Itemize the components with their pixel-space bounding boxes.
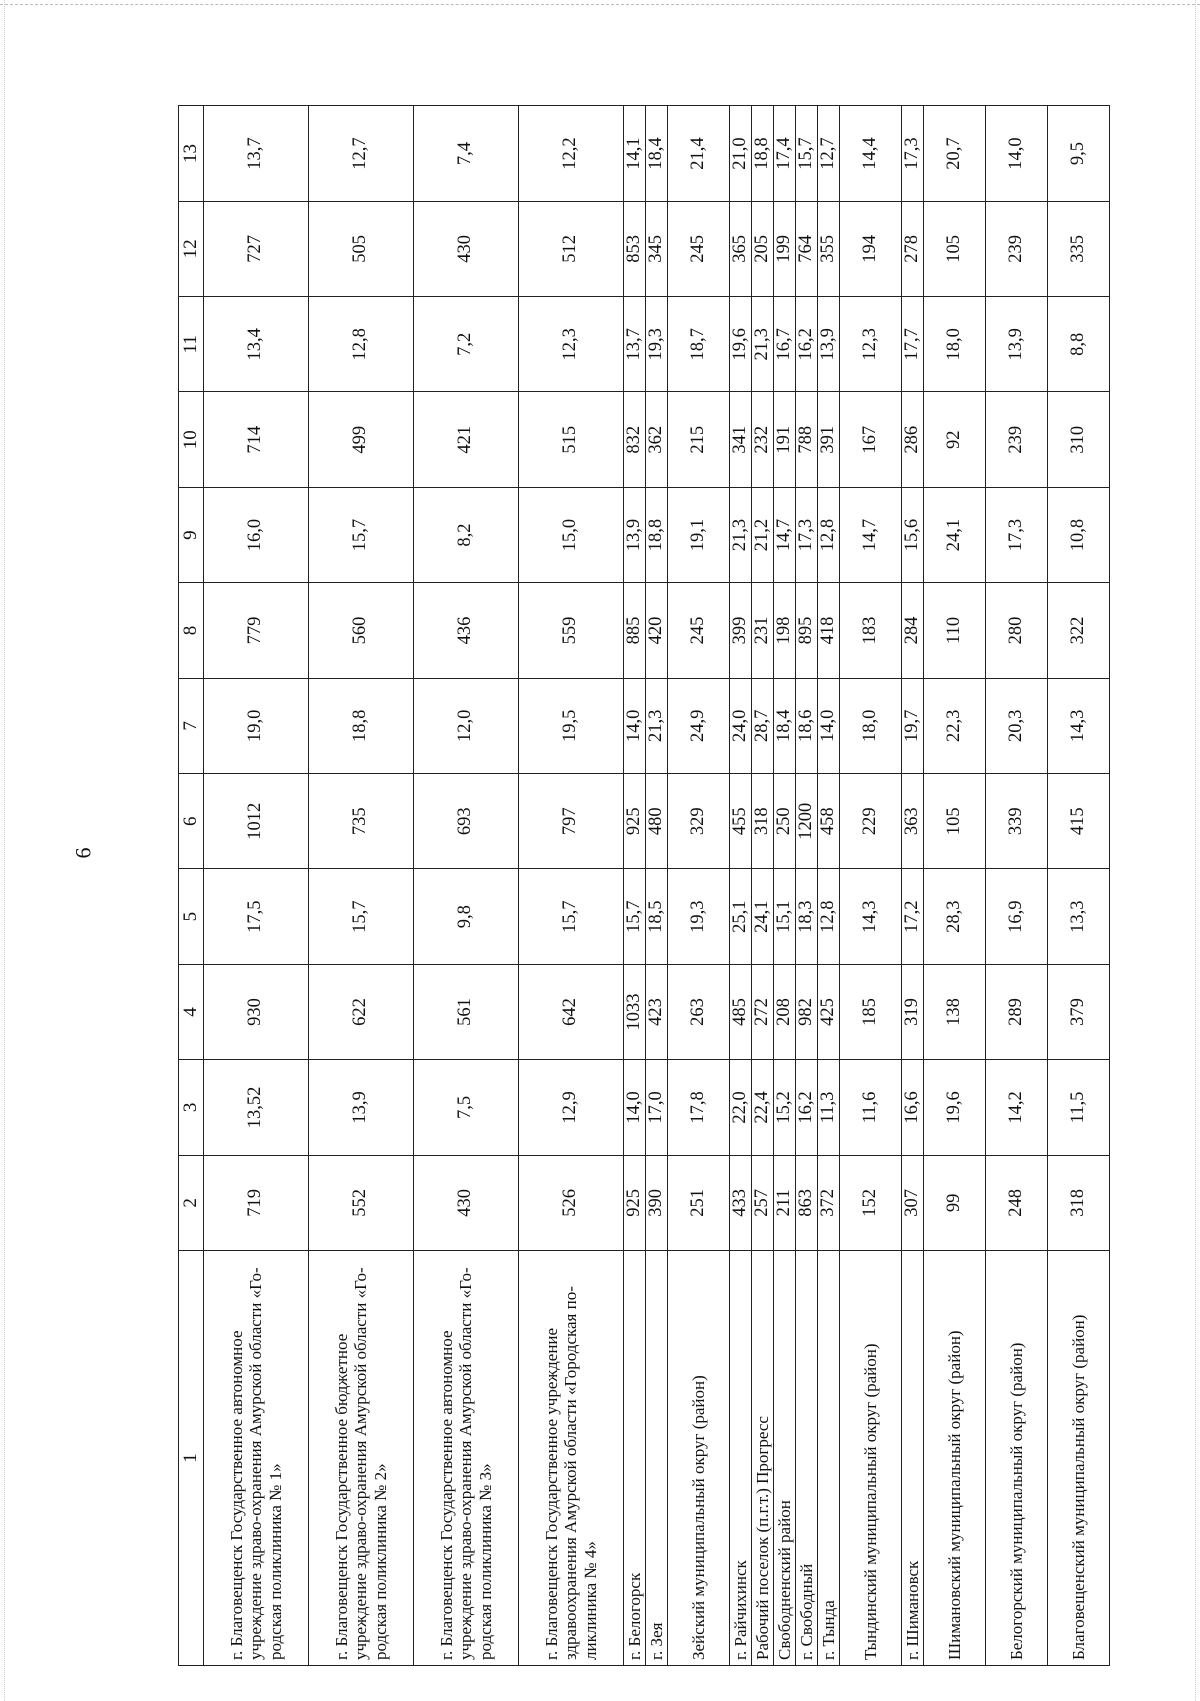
header-row	[179, 106, 204, 1666]
table-cell: 25,1	[730, 869, 752, 964]
table-cell: 505	[309, 201, 414, 296]
table-cell: 421	[414, 392, 519, 487]
table-cell: 526	[519, 1155, 624, 1250]
table-cell: 16,9	[986, 869, 1048, 964]
table-cell: 925	[624, 774, 646, 869]
table-cell: 719	[204, 1155, 309, 1250]
table-cell: 14,0	[818, 678, 840, 773]
table-cell: 15,1	[774, 869, 796, 964]
table-cell: 365	[730, 201, 752, 296]
column-header: 7	[179, 678, 204, 773]
table-cell: 322	[1048, 583, 1110, 678]
table-cell: 512	[519, 201, 624, 296]
statistics-table	[178, 105, 1110, 1666]
table-cell: 18,4	[646, 106, 668, 201]
table-row	[668, 106, 730, 1666]
table-cell: 8,8	[1048, 297, 1110, 392]
table-cell: 19,1	[668, 487, 730, 582]
table-cell: 15,7	[309, 869, 414, 964]
table-cell: 18,7	[668, 297, 730, 392]
table-cell: 239	[986, 201, 1048, 296]
table-cell: 18,5	[646, 869, 668, 964]
table-cell: 13,9	[309, 1060, 414, 1155]
row-label: Тындинский муниципальный округ (район)	[840, 1251, 902, 1666]
table-cell: 788	[796, 392, 818, 487]
table-cell: 15,7	[519, 869, 624, 964]
table-cell: 99	[924, 1155, 986, 1250]
table-cell: 194	[840, 201, 902, 296]
table-cell: 430	[414, 201, 519, 296]
table-cell: 13,9	[818, 297, 840, 392]
table-cell: 15,7	[309, 487, 414, 582]
table-row	[730, 106, 752, 1666]
table-cell: 485	[730, 964, 752, 1059]
table-cell: 24,1	[924, 487, 986, 582]
column-header: 9	[179, 487, 204, 582]
column-header: 11	[179, 297, 204, 392]
table-cell: 13,7	[624, 297, 646, 392]
table-cell: 251	[668, 1155, 730, 1250]
table-cell: 199	[774, 201, 796, 296]
table-cell: 430	[414, 1155, 519, 1250]
table-cell: 17,3	[796, 487, 818, 582]
table-cell: 18,8	[646, 487, 668, 582]
table-cell: 105	[924, 201, 986, 296]
table-cell: 433	[730, 1155, 752, 1250]
table-cell: 339	[986, 774, 1048, 869]
table-cell: 21,3	[752, 297, 774, 392]
table-cell: 19,7	[902, 678, 924, 773]
table-cell: 863	[796, 1155, 818, 1250]
table-cell: 12,2	[519, 106, 624, 201]
table-cell: 19,0	[204, 678, 309, 773]
table-cell: 1033	[624, 964, 646, 1059]
table-cell: 17,2	[902, 869, 924, 964]
table-cell: 735	[309, 774, 414, 869]
row-label: Зейский муниципальный округ (район)	[668, 1251, 730, 1666]
table-cell: 13,52	[204, 1060, 309, 1155]
table-cell: 278	[902, 201, 924, 296]
row-label: г. Благовещенск Государственное автономное учреждение здраво-охранения Амурской области «Го-родская поликлиника № 1»	[204, 1251, 309, 1666]
table-cell: 885	[624, 583, 646, 678]
table-cell: 12,8	[818, 487, 840, 582]
table-cell: 480	[646, 774, 668, 869]
table-cell: 18,4	[774, 678, 796, 773]
table-cell: 15,6	[902, 487, 924, 582]
row-label: г. Райчихинск	[730, 1251, 752, 1666]
table-cell: 21,4	[668, 106, 730, 201]
table-cell: 18,0	[924, 297, 986, 392]
table-cell: 559	[519, 583, 624, 678]
table-cell: 727	[204, 201, 309, 296]
row-label: г. Белогорск	[624, 1251, 646, 1666]
table-cell: 458	[818, 774, 840, 869]
table-cell: 24,9	[668, 678, 730, 773]
table-cell: 622	[309, 964, 414, 1059]
table-cell: 110	[924, 583, 986, 678]
table-cell: 14,2	[986, 1060, 1048, 1155]
table-cell: 12,7	[818, 106, 840, 201]
table-row	[840, 106, 902, 1666]
table-cell: 263	[668, 964, 730, 1059]
table-cell: 693	[414, 774, 519, 869]
table-cell: 24,1	[752, 869, 774, 964]
table-body	[204, 106, 1110, 1666]
table-cell: 318	[752, 774, 774, 869]
table-cell: 925	[624, 1155, 646, 1250]
table-cell: 853	[624, 201, 646, 296]
table-row	[818, 106, 840, 1666]
table-cell: 18,6	[796, 678, 818, 773]
table-cell: 17,8	[668, 1060, 730, 1155]
table-cell: 21,2	[752, 487, 774, 582]
table-cell: 9,5	[1048, 106, 1110, 201]
table-cell: 229	[840, 774, 902, 869]
table-cell: 289	[986, 964, 1048, 1059]
table-cell: 20,3	[986, 678, 1048, 773]
table-cell: 13,9	[624, 487, 646, 582]
table-cell: 12,7	[309, 106, 414, 201]
table-cell: 390	[646, 1155, 668, 1250]
table-row	[796, 106, 818, 1666]
row-label: Белогорский муниципальный округ (район)	[986, 1251, 1048, 1666]
table-row	[986, 106, 1048, 1666]
row-label: г. Благовещенск Государственное бюджетное учреждение здраво-охранения Амурской области «Го-родская поликлиника № 2»	[309, 1251, 414, 1666]
table-cell: 17,3	[902, 106, 924, 201]
table-cell: 420	[646, 583, 668, 678]
table-cell: 191	[774, 392, 796, 487]
table-cell: 17,7	[902, 297, 924, 392]
table-cell: 515	[519, 392, 624, 487]
table-cell: 21,0	[730, 106, 752, 201]
table-cell: 14,7	[774, 487, 796, 582]
column-header: 8	[179, 583, 204, 678]
table-cell: 14,3	[840, 869, 902, 964]
table-cell: 15,7	[796, 106, 818, 201]
table-cell: 17,3	[986, 487, 1048, 582]
row-label: г. Зея	[646, 1251, 668, 1666]
table-cell: 245	[668, 201, 730, 296]
table-cell: 355	[818, 201, 840, 296]
page-edge-right	[1195, 0, 1197, 1701]
row-label: г. Благовещенск Государственное учреждение здравоохранения Амурской области «Городская по-ликлиника № 4»	[519, 1251, 624, 1666]
table-cell: 425	[818, 964, 840, 1059]
row-label: Свободненский район	[774, 1251, 796, 1666]
table-cell: 714	[204, 392, 309, 487]
table-cell: 14,3	[1048, 678, 1110, 773]
table-cell: 15,2	[774, 1060, 796, 1155]
table-cell: 1012	[204, 774, 309, 869]
table-cell: 7,4	[414, 106, 519, 201]
table-cell: 272	[752, 964, 774, 1059]
table-cell: 16,0	[204, 487, 309, 582]
table-cell: 185	[840, 964, 902, 1059]
table-cell: 418	[818, 583, 840, 678]
table-cell: 16,6	[902, 1060, 924, 1155]
table-cell: 14,4	[840, 106, 902, 201]
table-cell: 399	[730, 583, 752, 678]
table-cell: 284	[902, 583, 924, 678]
table-cell: 13,3	[1048, 869, 1110, 964]
table-cell: 245	[668, 583, 730, 678]
table-cell: 22,4	[752, 1060, 774, 1155]
table-cell: 215	[668, 392, 730, 487]
table-cell: 455	[730, 774, 752, 869]
page-edge-left	[4, 0, 6, 1701]
table-cell: 12,0	[414, 678, 519, 773]
table-cell: 561	[414, 964, 519, 1059]
table-cell: 7,2	[414, 297, 519, 392]
table-cell: 21,3	[730, 487, 752, 582]
table-cell: 363	[902, 774, 924, 869]
table-cell: 341	[730, 392, 752, 487]
table-cell: 372	[818, 1155, 840, 1250]
table-cell: 12,8	[818, 869, 840, 964]
table-row	[204, 106, 309, 1666]
column-header: 3	[179, 1060, 204, 1155]
table-cell: 248	[986, 1155, 1048, 1250]
table-cell: 764	[796, 201, 818, 296]
table-cell: 11,5	[1048, 1060, 1110, 1155]
table-cell: 11,6	[840, 1060, 902, 1155]
table-row	[774, 106, 796, 1666]
page-number: 6	[70, 847, 96, 859]
table-cell: 198	[774, 583, 796, 678]
table-cell: 17,5	[204, 869, 309, 964]
table-row	[646, 106, 668, 1666]
table-cell: 13,7	[204, 106, 309, 201]
table-cell: 379	[1048, 964, 1110, 1059]
table-cell: 12,8	[309, 297, 414, 392]
table-cell: 642	[519, 964, 624, 1059]
table-cell: 24,0	[730, 678, 752, 773]
table-cell: 22,3	[924, 678, 986, 773]
column-header: 5	[179, 869, 204, 964]
table-cell: 18,8	[309, 678, 414, 773]
table-cell: 318	[1048, 1155, 1110, 1250]
table-cell: 232	[752, 392, 774, 487]
table-cell: 92	[924, 392, 986, 487]
table-cell: 105	[924, 774, 986, 869]
table-cell: 797	[519, 774, 624, 869]
table-cell: 499	[309, 392, 414, 487]
table-cell: 17,0	[646, 1060, 668, 1155]
table-cell: 930	[204, 964, 309, 1059]
table-cell: 15,7	[624, 869, 646, 964]
table-cell: 231	[752, 583, 774, 678]
table-cell: 560	[309, 583, 414, 678]
table-row	[624, 106, 646, 1666]
table-cell: 19,3	[668, 869, 730, 964]
table-cell: 14,0	[624, 1060, 646, 1155]
table-cell: 319	[902, 964, 924, 1059]
table-cell: 16,2	[796, 297, 818, 392]
table-cell: 329	[668, 774, 730, 869]
table-cell: 250	[774, 774, 796, 869]
table-cell: 391	[818, 392, 840, 487]
table-cell: 19,6	[924, 1060, 986, 1155]
column-header: 13	[179, 106, 204, 201]
table-cell: 1200	[796, 774, 818, 869]
table-cell: 832	[624, 392, 646, 487]
table-cell: 12,9	[519, 1060, 624, 1155]
table-cell: 28,3	[924, 869, 986, 964]
column-header: 4	[179, 964, 204, 1059]
table-cell: 18,0	[840, 678, 902, 773]
table-cell: 19,3	[646, 297, 668, 392]
table-cell: 13,4	[204, 297, 309, 392]
table-cell: 205	[752, 201, 774, 296]
table-cell: 14,1	[624, 106, 646, 201]
table-row	[902, 106, 924, 1666]
table-cell: 18,8	[752, 106, 774, 201]
table-cell: 19,6	[730, 297, 752, 392]
row-label: г. Благовещенск Государственное автономное учреждение здраво-охранения Амурской области «Го-родская поликлиника № 3»	[414, 1251, 519, 1666]
table-cell: 14,7	[840, 487, 902, 582]
table-cell: 307	[902, 1155, 924, 1250]
table-cell: 362	[646, 392, 668, 487]
table-row	[924, 106, 986, 1666]
table-cell: 11,3	[818, 1060, 840, 1155]
table-cell: 183	[840, 583, 902, 678]
table-cell: 310	[1048, 392, 1110, 487]
table-cell: 9,8	[414, 869, 519, 964]
rotated-table-container	[178, 106, 1089, 1666]
table-cell: 167	[840, 392, 902, 487]
table-cell: 18,3	[796, 869, 818, 964]
row-label: г. Шимановск	[902, 1251, 924, 1666]
table-cell: 345	[646, 201, 668, 296]
table-cell: 7,5	[414, 1060, 519, 1155]
table-cell: 779	[204, 583, 309, 678]
column-header: 2	[179, 1155, 204, 1250]
table-cell: 16,7	[774, 297, 796, 392]
table-cell: 21,3	[646, 678, 668, 773]
row-label: Благовещенский муниципальный округ (район)	[1048, 1251, 1110, 1666]
table-cell: 8,2	[414, 487, 519, 582]
table-cell: 12,3	[840, 297, 902, 392]
table-cell: 16,2	[796, 1060, 818, 1155]
table-cell: 17,4	[774, 106, 796, 201]
table-cell: 22,0	[730, 1060, 752, 1155]
column-header: 12	[179, 201, 204, 296]
row-label: г. Свободный	[796, 1251, 818, 1666]
table-cell: 415	[1048, 774, 1110, 869]
row-label: Шимановский муниципальный округ (район)	[924, 1251, 986, 1666]
table-cell: 152	[840, 1155, 902, 1250]
table-cell: 280	[986, 583, 1048, 678]
table-row	[414, 106, 519, 1666]
table-cell: 15,0	[519, 487, 624, 582]
table-cell: 10,8	[1048, 487, 1110, 582]
table-cell: 208	[774, 964, 796, 1059]
row-label: Рабочий поселок (п.г.т.) Прогресс	[752, 1251, 774, 1666]
column-header: 6	[179, 774, 204, 869]
table-row	[752, 106, 774, 1666]
table-cell: 14,0	[624, 678, 646, 773]
table-cell: 286	[902, 392, 924, 487]
table-row	[1048, 106, 1110, 1666]
table-cell: 19,5	[519, 678, 624, 773]
table-cell: 895	[796, 583, 818, 678]
table-cell: 138	[924, 964, 986, 1059]
table-cell: 982	[796, 964, 818, 1059]
table-cell: 211	[774, 1155, 796, 1250]
row-label: г. Тында	[818, 1251, 840, 1666]
table-cell: 20,7	[924, 106, 986, 201]
table-cell: 436	[414, 583, 519, 678]
table-cell: 552	[309, 1155, 414, 1250]
table-cell: 239	[986, 392, 1048, 487]
table-cell: 28,7	[752, 678, 774, 773]
table-cell: 257	[752, 1155, 774, 1250]
table-row	[309, 106, 414, 1666]
table-cell: 14,0	[986, 106, 1048, 201]
table-cell: 13,9	[986, 297, 1048, 392]
table-row	[519, 106, 624, 1666]
table-cell: 12,3	[519, 297, 624, 392]
column-header: 10	[179, 392, 204, 487]
column-header: 1	[179, 1251, 204, 1666]
table-cell: 335	[1048, 201, 1110, 296]
table-cell: 423	[646, 964, 668, 1059]
page-edge-top	[0, 4, 1200, 6]
